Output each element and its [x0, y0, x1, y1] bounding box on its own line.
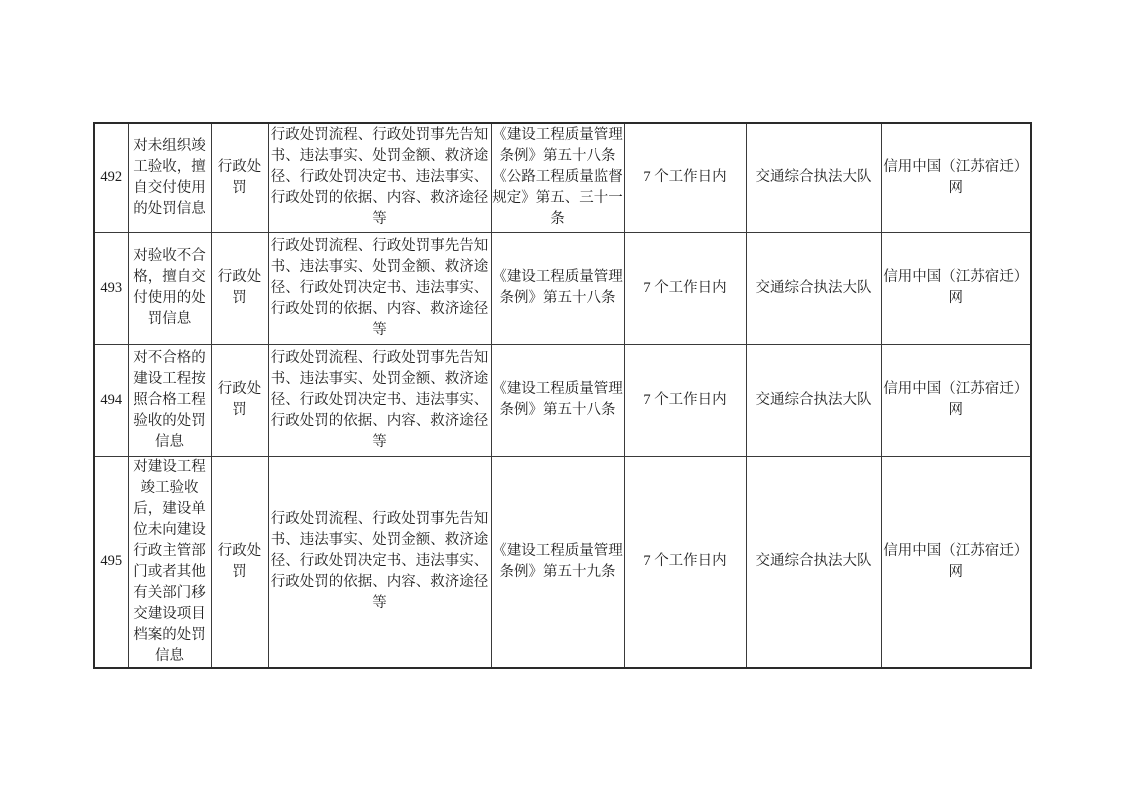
platform-cell: 信用中国（江苏宿迁）网	[881, 344, 1031, 456]
category-cell: 行政处罚	[211, 232, 268, 344]
platform-cell: 信用中国（江苏宿迁）网	[881, 232, 1031, 344]
item-name-cell: 对未组织竣工验收，擅自交付使用的处罚信息	[128, 123, 211, 232]
time-limit-cell: 7 个工作日内	[624, 344, 746, 456]
disclosure-content-cell: 行政处罚流程、行政处罚事先告知书、违法事实、处罚金额、救济途径、行政处罚决定书、违法事实、行政处罚的依据、内容、救济途径等	[268, 123, 491, 232]
category-cell: 行政处罚	[211, 344, 268, 456]
disclosure-content-cell: 行政处罚流程、行政处罚事先告知书、违法事实、处罚金额、救济途径、行政处罚决定书、违法事实、行政处罚的依据、内容、救济途径等	[268, 232, 491, 344]
platform-cell: 信用中国（江苏宿迁）网	[881, 456, 1031, 668]
department-cell: 交通综合执法大队	[746, 232, 881, 344]
legal-basis-cell: 《建设工程质量管理条例》第五十八条	[491, 344, 624, 456]
legal-basis-cell: 《建设工程质量管理条例》第五十九条	[491, 456, 624, 668]
table-row	[94, 344, 1031, 456]
item-name-cell: 对建设工程竣工验收后，建设单位未向建设行政主管部门或者其他有关部门移交建设项目档案的处罚信息	[128, 456, 211, 668]
item-name-cell: 对不合格的建设工程按照合格工程验收的处罚信息	[128, 344, 211, 456]
table-row	[94, 123, 1031, 232]
department-cell: 交通综合执法大队	[746, 456, 881, 668]
time-limit-cell: 7 个工作日内	[624, 232, 746, 344]
row-number-cell: 494	[94, 344, 128, 456]
legal-basis-cell: 《建设工程质量管理条例》第五十八条	[491, 232, 624, 344]
legal-basis-cell: 《建设工程质量管理条例》第五十八条《公路工程质量监督规定》第五、三十一条	[491, 123, 624, 232]
time-limit-cell: 7 个工作日内	[624, 123, 746, 232]
disclosure-content-cell: 行政处罚流程、行政处罚事先告知书、违法事实、处罚金额、救济途径、行政处罚决定书、违法事实、行政处罚的依据、内容、救济途径等	[268, 456, 491, 668]
category-cell: 行政处罚	[211, 123, 268, 232]
disclosure-content-cell: 行政处罚流程、行政处罚事先告知书、违法事实、处罚金额、救济途径、行政处罚决定书、违法事实、行政处罚的依据、内容、救济途径等	[268, 344, 491, 456]
platform-cell: 信用中国（江苏宿迁）网	[881, 123, 1031, 232]
row-number-cell: 492	[94, 123, 128, 232]
item-name-cell: 对验收不合格，擅自交付使用的处罚信息	[128, 232, 211, 344]
table-row	[94, 456, 1031, 668]
time-limit-cell: 7 个工作日内	[624, 456, 746, 668]
department-cell: 交通综合执法大队	[746, 344, 881, 456]
department-cell: 交通综合执法大队	[746, 123, 881, 232]
penalty-info-table	[93, 122, 1032, 669]
category-cell: 行政处罚	[211, 456, 268, 668]
table-row	[94, 232, 1031, 344]
row-number-cell: 493	[94, 232, 128, 344]
row-number-cell: 495	[94, 456, 128, 668]
